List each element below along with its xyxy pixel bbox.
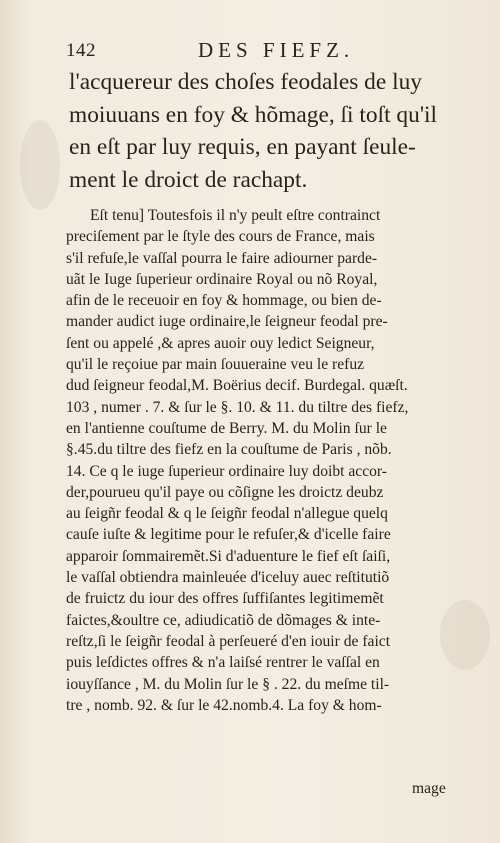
body-line: puis leſdictes offres & n'a laiſsé rentrer le vaſſal en <box>66 654 380 672</box>
body-line: Eſt tenu] Toutesfois il n'y peult eſtre contrainct <box>90 207 381 224</box>
page-header <box>66 40 460 66</box>
lead-line: ment le droict de rachapt. <box>69 166 308 193</box>
body-line: en l'antienne couſtume de Berry. M. du Molin ſur le <box>66 419 387 437</box>
body-line: qu'il le reçoiue par main ſouueraine veu le refuz <box>66 356 365 374</box>
body-line: afin de le receuoir en foy & hommage, ou bien de- <box>66 292 382 310</box>
lead-line: moiuuans en foy & hõmage, ſi toſt qu'il <box>69 101 438 128</box>
catchword: mage <box>412 780 446 797</box>
body-line: cauſe iuſte & legitime pour le refuſer,& d'icelle faire <box>66 526 391 544</box>
body-line: iouyſſance , M. du Molin ſur le § . 22. du meſme til- <box>66 675 390 693</box>
running-title: DES FIEFZ. <box>198 38 355 62</box>
body-line: tre , nomb. 92. & ſur le 42.nomb.4. La foy & hom- <box>66 696 382 714</box>
lead-line: en eſt par luy requis, en payant ſeule- <box>69 134 416 160</box>
lead-line: l'acquereur des choſes feodales de luy <box>69 69 422 95</box>
body-line: s'il refuſe,le vaſſal pourra le faire adiourner parde- <box>66 249 378 267</box>
body-line: de fruictz du iour des offres ſuffiſantes legitimemẽt <box>66 590 384 608</box>
lead-paragraph <box>69 66 469 196</box>
body-line: reſtz,ſi le ſeigñr feodal à perſeueré d'en iouir de faict <box>66 632 391 650</box>
paper-stain <box>20 120 60 210</box>
commentary-paragraph <box>66 205 476 716</box>
body-line: preciſement par le ſtyle des cours de France, mais <box>66 228 375 246</box>
body-line: mander audict iuge ordinaire,le ſeigneur feodal pre- <box>66 313 388 331</box>
body-line: ſent ou appelé ,& apres auoir ouy ledict Seigneur, <box>66 334 375 352</box>
body-line: dud ſeigneur feodal,M. Boërius decif. Burdegal. quæſt. <box>66 377 408 395</box>
page-number: 142 <box>66 40 96 61</box>
body-line: uãt le Iuge ſuperieur ordinaire Royal ou nõ Royal, <box>66 270 378 288</box>
body-line: le vaſſal obtiendra mainleuée d'iceluy auec reſtitutiõ <box>66 569 390 587</box>
body-line: au ſeigñr feodal & q le ſeigñr feodal n'allegue quelq <box>66 505 388 523</box>
body-line: faictes,&oultre ce, adiudicatiõ de dõmages & inte- <box>66 611 381 629</box>
body-line: §.45.du tiltre des fiefz en la couſtume de Paris , nõb. <box>66 441 392 459</box>
body-line: 14. Ce q le iuge ſuperieur ordinaire luy doibt accor- <box>66 462 387 480</box>
body-line: der,pourueu qu'il paye ou cõſigne les droictz deubz <box>66 483 384 501</box>
body-line: apparoir ſommairemẽt.Si d'aduenture le fief eſt ſaiſi, <box>66 547 391 565</box>
body-line: 103 , numer . 7. & ſur le §. 10. & 11. du tiltre des fiefz, <box>66 398 409 416</box>
